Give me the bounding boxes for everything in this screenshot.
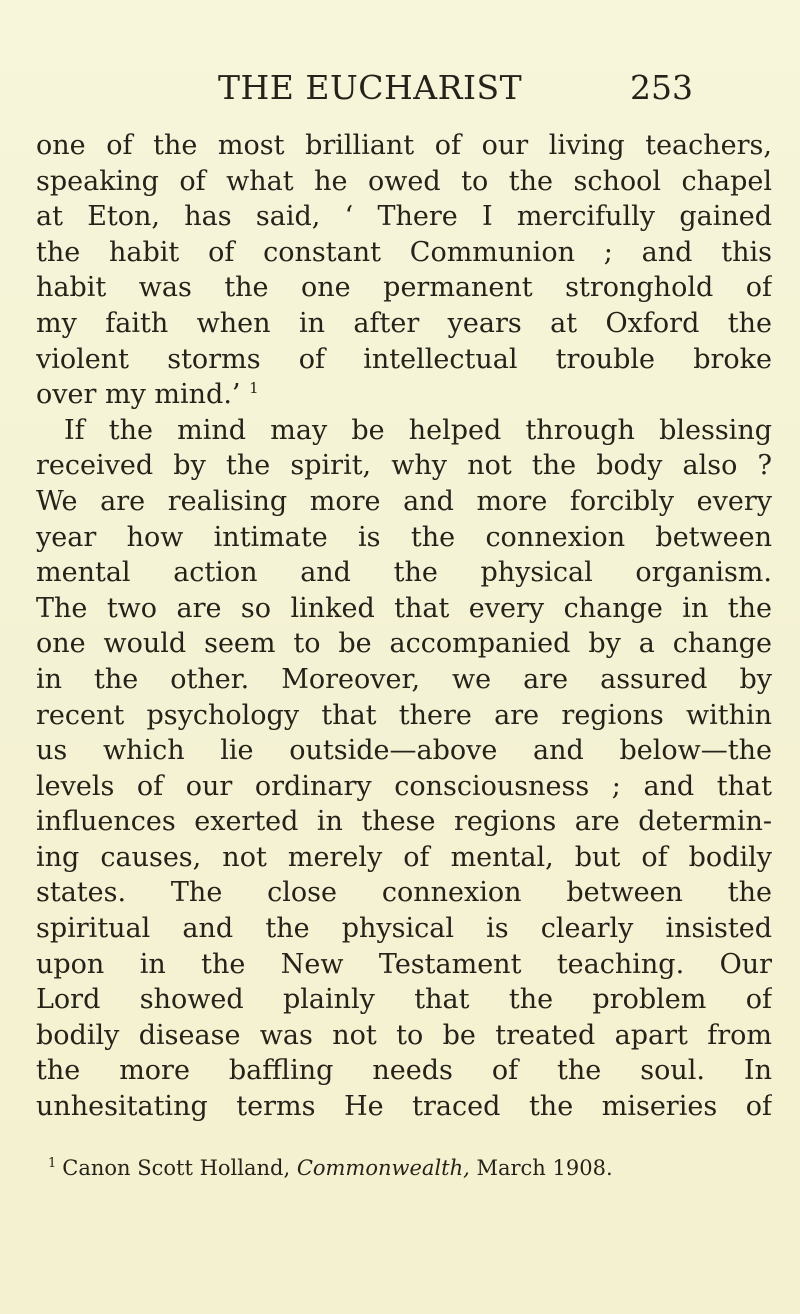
footnote-marker: 1 bbox=[48, 1156, 57, 1171]
text-line: The two are so linked that every change in the bbox=[36, 592, 772, 624]
text-line: ing causes, not merely of mental, but of bodily bbox=[36, 841, 772, 873]
text-line: my faith when in after years at Oxford the bbox=[36, 307, 772, 339]
text-line: us which lie outside—above and below—the bbox=[36, 735, 772, 767]
text-line: habit was the one permanent stronghold of bbox=[36, 272, 772, 304]
text-line: received by the spirit, why not the body also ? bbox=[36, 450, 772, 482]
footnote-date: March 1908. bbox=[469, 1156, 613, 1180]
text-line-content: over my mind.’ bbox=[36, 379, 241, 411]
footnote bbox=[48, 1149, 768, 1183]
running-title: THE EUCHARIST bbox=[218, 68, 523, 107]
body-text bbox=[36, 128, 772, 1125]
footnote-reference: 1 bbox=[249, 379, 259, 398]
text-line: at Eton, has said, ‘ There I mercifully gained bbox=[36, 201, 772, 233]
text-line: Lord showed plainly that the problem of bbox=[36, 984, 772, 1016]
text-line: one would seem to be accompanied by a change bbox=[36, 628, 772, 660]
text-line: spiritual and the physical is clearly insisted bbox=[36, 913, 772, 945]
footnote-text: Canon Scott Holland, bbox=[62, 1156, 297, 1180]
text-line: We are realising more and more forcibly every bbox=[36, 485, 772, 517]
text-line: speaking of what he owed to the school chapel bbox=[36, 165, 772, 197]
text-line: states. The close connexion between the bbox=[36, 877, 772, 909]
text-line: violent storms of intellectual trouble broke bbox=[36, 343, 772, 375]
text-line: the habit of constant Communion ; and this bbox=[36, 236, 772, 268]
footnote-publication-title: Commonwealth, bbox=[296, 1156, 470, 1180]
page-number: 253 bbox=[630, 68, 693, 107]
text-line: in the other. Moreover, we are assured by bbox=[36, 663, 772, 695]
text-line: the more baffling needs of the soul. In bbox=[36, 1055, 772, 1087]
text-line: upon in the New Testament teaching. Our bbox=[36, 948, 772, 980]
text-line-paragraph-end bbox=[36, 377, 772, 413]
text-line: mental action and the physical organism. bbox=[36, 557, 772, 589]
text-line: one of the most brilliant of our living teachers, bbox=[36, 130, 772, 161]
text-line: year how intimate is the connexion between bbox=[36, 521, 772, 553]
text-line: influences exerted in these regions are determin- bbox=[36, 806, 772, 838]
text-line: levels of our ordinary consciousness ; and that bbox=[36, 770, 772, 802]
text-line: bodily disease was not to be treated apart from bbox=[36, 1019, 772, 1051]
page-header bbox=[0, 66, 800, 110]
text-line: unhesitating terms He traced the miseries of bbox=[36, 1091, 772, 1123]
text-line-paragraph-start: If the mind may be helped through blessing bbox=[64, 414, 772, 446]
text-line: recent psychology that there are regions within bbox=[36, 699, 772, 731]
